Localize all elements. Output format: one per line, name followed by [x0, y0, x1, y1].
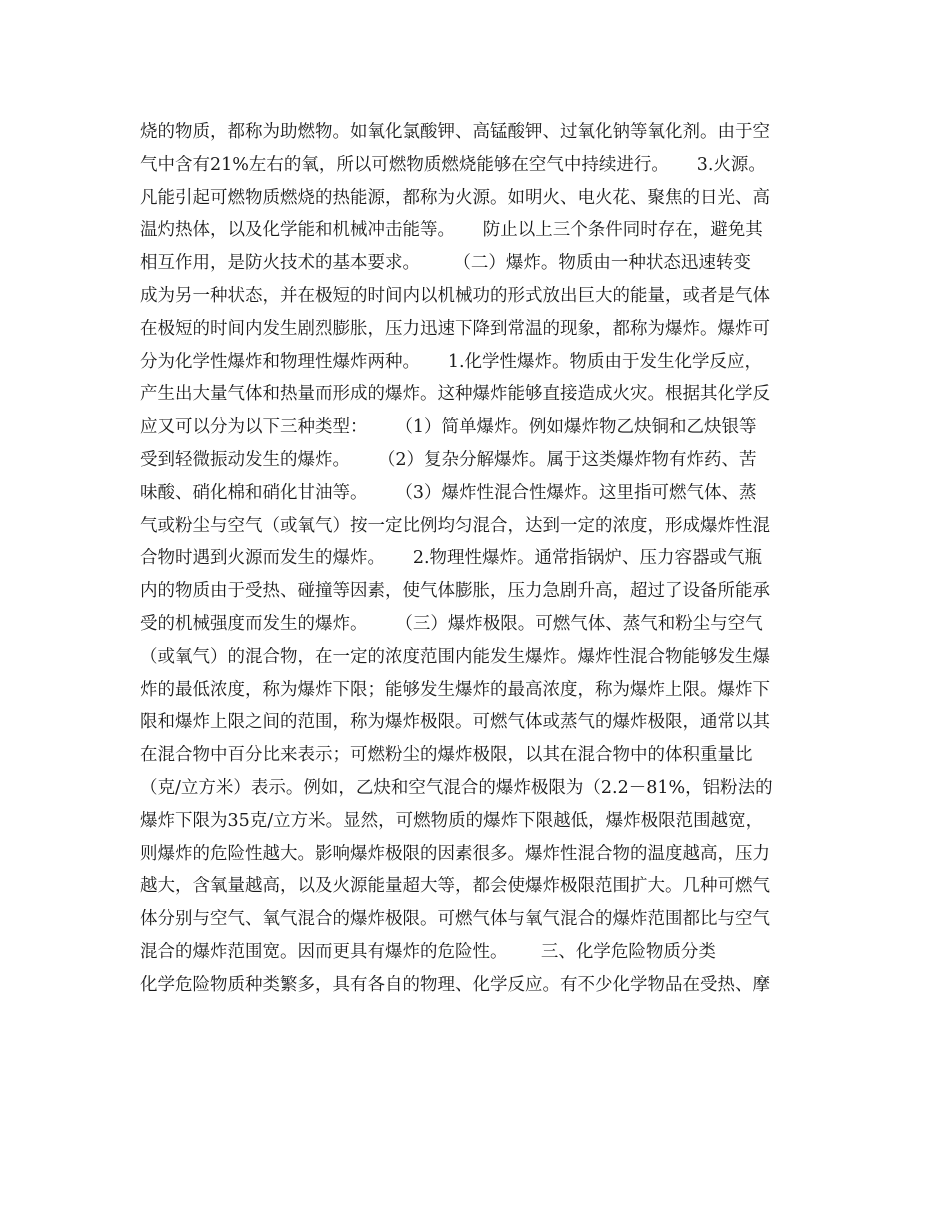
text-line: 成为另一种状态，并在极短的时间内以机械功的形式放出巨大的能量，或者是气体 — [140, 285, 770, 306]
text-line: 爆炸下限为35克/立方米。显然，可燃物质的爆炸下限越低，爆炸极限范围越宽， — [140, 810, 764, 831]
text-line: （或氧气）的混合物，在一定的浓度范围内能发生爆炸。爆炸性混合物能够发生爆 — [140, 646, 770, 667]
text-line: （克/立方米）表示。例如，乙炔和空气混合的爆炸极限为（2.2－81%，铝粉法的 — [140, 777, 773, 798]
text-line: 在极短的时间内发生剧烈膨胀，压力迅速下降到常温的现象，都称为爆炸。爆炸可 — [140, 318, 770, 339]
text-line: 在混合物中百分比来表示；可燃粉尘的爆炸极限，以其在混合物中的体积重量比 — [140, 745, 753, 766]
text-line: 气中含有21%左右的氧，所以可燃物质燃烧能够在空气中持续进行。 3.火源。 — [140, 154, 766, 175]
text-line: 味酸、硝化棉和硝化甘油等。 （3）爆炸性混合性爆炸。这里指可燃气体、蒸 — [140, 482, 757, 503]
text-line: 气或粉尘与空气（或氧气）按一定比例均匀混合，达到一定的浓度，形成爆炸性混 — [140, 515, 770, 536]
text-line: 产生出大量气体和热量而形成的爆炸。这种爆炸能够直接造成火灾。根据其化学反 — [140, 384, 770, 405]
text-line: 合物时遇到火源而发生的爆炸。 2.物理性爆炸。通常指锅炉、压力容器或气瓶 — [140, 548, 763, 569]
text-line: 烧的物质，都称为助燃物。如氧化氯酸钾、高锰酸钾、过氧化钠等氧化剂。由于空 — [140, 122, 770, 142]
text-line: 应又可以分为以下三种类型： （1）简单爆炸。例如爆炸物乙炔铜和乙炔银等 — [140, 417, 757, 438]
text-line: 温灼热体，以及化学能和机械冲击能等。 防止以上三个条件同时存在，避免其 — [140, 220, 763, 241]
text-line: 受的机械强度而发生的爆炸。 （三）爆炸极限。可燃气体、蒸气和粉尘与空气 — [140, 613, 763, 634]
text-line: 内的物质由于受热、碰撞等因素，使气体膨胀，压力急剧升高，超过了设备所能承 — [140, 581, 770, 602]
text-line: 限和爆炸上限之间的范围，称为爆炸极限。可燃气体或蒸气的爆炸极限，通常以其 — [140, 712, 770, 733]
text-line: 越大，含氧量越高，以及火源能量超大等，都会使爆炸极限范围扩大。几种可燃气 — [140, 876, 770, 897]
body-text — [140, 116, 840, 1002]
text-line: 混合的爆炸范围宽。因而更具有爆炸的危险性。 三、化学危险物质分类 — [140, 941, 716, 962]
text-line: 相互作用，是防火技术的基本要求。 （二）爆炸。物质由一种状态迅速转变 — [140, 253, 751, 274]
text-line: 凡能引起可燃物质燃烧的热能源，都称为火源。如明火、电火花、聚焦的日光、高 — [140, 187, 770, 208]
text-line: 受到轻微振动发生的爆炸。 （2）复杂分解爆炸。属于这类爆炸物有炸药、苦 — [140, 449, 757, 470]
text-line: 则爆炸的危险性越大。影响爆炸极限的因素很多。爆炸性混合物的温度越高，压力 — [140, 843, 770, 864]
text-line: 体分别与空气、氧气混合的爆炸极限。可燃气体与氧气混合的爆炸范围都比与空气 — [140, 909, 770, 930]
text-line: 化学危险物质种类繁多，具有各自的物理、化学反应。有不少化学物品在受热、摩 — [140, 974, 770, 995]
text-line: 分为化学性爆炸和物理性爆炸两种。 1.化学性爆炸。物质由于发生化学反应， — [140, 351, 763, 372]
text-line: 炸的最低浓度，称为爆炸下限；能够发生爆炸的最高浓度，称为爆炸上限。爆炸下 — [140, 679, 770, 700]
